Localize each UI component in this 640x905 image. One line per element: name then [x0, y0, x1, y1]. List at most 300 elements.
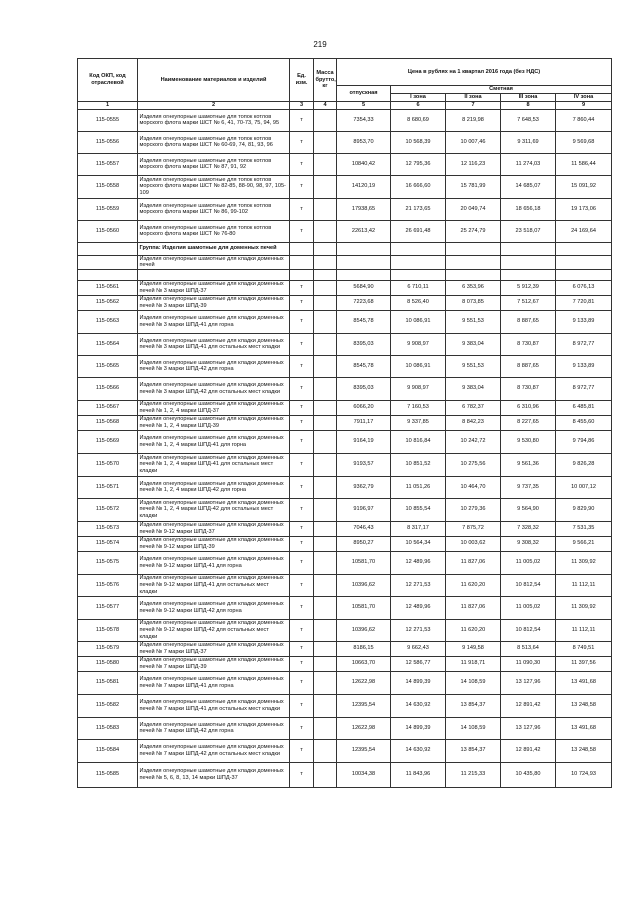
- row-code: 115-0583: [78, 717, 138, 739]
- header-smetnaya: Сметная: [391, 86, 612, 94]
- row-code: [78, 255, 138, 269]
- row-price-zone-1: 12 489,96: [391, 551, 446, 574]
- row-name: Изделия огнеупорные шамотные для кладки доменных печей № 9-12 марки ШПД-41 для горна: [138, 551, 290, 574]
- row-price-zone-3: 9 737,35: [501, 476, 556, 498]
- row-mass: [314, 175, 337, 198]
- page-number: 219: [313, 40, 327, 49]
- row-mass: [314, 641, 337, 656]
- row-name: Изделия огнеупорные шамотные для кладки доменных печей № 9-12 марки ШПД-42 для горна: [138, 596, 290, 619]
- row-price-zone-3: 11 005,02: [501, 551, 556, 574]
- row-price-zone-4: 8 972,77: [556, 377, 612, 400]
- row-name: Изделия огнеупорные шамотные для топок котлов морского флота марки ШСТ № 82-85, 88-90, 98, 97, 105-109: [138, 175, 290, 198]
- row-price-zone-2: 11 918,71: [446, 656, 501, 671]
- table-row: [78, 619, 612, 641]
- row-price-zone-1: 26 691,48: [391, 220, 446, 242]
- row-price-zone-1: [391, 255, 446, 269]
- table-row: [78, 498, 612, 521]
- row-code: 115-0575: [78, 551, 138, 574]
- row-code: 115-0555: [78, 109, 138, 131]
- column-number-row: [78, 102, 612, 110]
- row-code: 115-0577: [78, 596, 138, 619]
- row-mass: [314, 153, 337, 175]
- row-name: Изделия огнеупорные шамотные для кладки доменных печей: [138, 255, 290, 269]
- row-mass: [314, 220, 337, 242]
- row-price-zone-2: 12 116,23: [446, 153, 501, 175]
- row-unit: т: [290, 400, 314, 415]
- row-mass: [314, 242, 337, 255]
- row-name: Изделия огнеупорные шамотные для кладки доменных печей № 1, 2, 4 марки ШПД-41 для горна: [138, 430, 290, 453]
- row-price-zone-4: [556, 255, 612, 269]
- row-mass: [314, 717, 337, 739]
- row-price-zone-2: 13 854,37: [446, 739, 501, 762]
- row-unit: [290, 255, 314, 269]
- row-price-zone-1: 10 816,84: [391, 430, 446, 453]
- row-mass: [314, 255, 337, 269]
- row-unit: т: [290, 131, 314, 153]
- row-mass: [314, 310, 337, 333]
- row-code: 115-0558: [78, 175, 138, 198]
- row-code: 115-0581: [78, 671, 138, 694]
- row-price-zone-3: 13 127,96: [501, 717, 556, 739]
- row-price-otpusknaya: 8545,78: [337, 310, 391, 333]
- row-mass: [314, 762, 337, 787]
- row-mass: [314, 131, 337, 153]
- row-name: Изделия огнеупорные шамотные для кладки доменных печей № 3 марки ШПД-41 для горна: [138, 310, 290, 333]
- row-price-otpusknaya: 10034,38: [337, 762, 391, 787]
- row-price-zone-1: [391, 269, 446, 280]
- row-price-zone-2: 14 108,59: [446, 717, 501, 739]
- row-price-zone-2: 25 274,79: [446, 220, 501, 242]
- row-price-zone-2: 13 854,37: [446, 694, 501, 717]
- row-price-zone-3: 8 730,87: [501, 333, 556, 355]
- row-price-zone-4: 9 133,89: [556, 355, 612, 377]
- row-code: 115-0568: [78, 415, 138, 430]
- table-body: [78, 109, 612, 787]
- row-unit: т: [290, 574, 314, 596]
- row-unit: [290, 269, 314, 280]
- row-price-zone-4: 11 309,92: [556, 551, 612, 574]
- row-price-zone-2: 20 049,74: [446, 198, 501, 220]
- row-price-zone-2: 11 620,20: [446, 619, 501, 641]
- row-price-zone-1: 14 630,92: [391, 739, 446, 762]
- row-mass: [314, 619, 337, 641]
- row-price-zone-4: 13 491,68: [556, 671, 612, 694]
- row-unit: т: [290, 430, 314, 453]
- row-price-zone-2: 9 383,04: [446, 333, 501, 355]
- row-price-zone-4: 9 826,28: [556, 453, 612, 476]
- header-code: Код ОКП, код отраслевой: [78, 59, 138, 102]
- row-price-zone-3: [501, 269, 556, 280]
- row-unit: т: [290, 762, 314, 787]
- row-price-otpusknaya: 10396,62: [337, 574, 391, 596]
- row-price-zone-3: 10 435,80: [501, 762, 556, 787]
- table-row: [78, 377, 612, 400]
- row-price-otpusknaya: 12395,54: [337, 694, 391, 717]
- table-row: [78, 521, 612, 536]
- row-price-zone-4: 11 112,11: [556, 619, 612, 641]
- column-number: 8: [501, 102, 556, 110]
- row-price-otpusknaya: 10581,70: [337, 596, 391, 619]
- column-number: 6: [391, 102, 446, 110]
- row-code: 115-0578: [78, 619, 138, 641]
- row-price-zone-1: 16 666,60: [391, 175, 446, 198]
- row-price-zone-2: 6 353,96: [446, 280, 501, 295]
- row-price-zone-1: 11 843,96: [391, 762, 446, 787]
- row-name: Изделия огнеупорные шамотные для кладки доменных печей № 1, 2, 4 марки ШПД-39: [138, 415, 290, 430]
- row-price-zone-3: 7 648,53: [501, 109, 556, 131]
- row-price-zone-2: [446, 242, 501, 255]
- row-price-otpusknaya: 6066,20: [337, 400, 391, 415]
- row-mass: [314, 109, 337, 131]
- row-unit: т: [290, 717, 314, 739]
- table-row: [78, 415, 612, 430]
- row-mass: [314, 377, 337, 400]
- row-price-zone-4: 13 248,58: [556, 739, 612, 762]
- table-row: [78, 198, 612, 220]
- row-price-zone-3: 14 685,07: [501, 175, 556, 198]
- row-unit: т: [290, 498, 314, 521]
- row-price-zone-4: 9 133,89: [556, 310, 612, 333]
- row-price-otpusknaya: 10663,70: [337, 656, 391, 671]
- row-price-zone-1: 9 662,43: [391, 641, 446, 656]
- row-price-otpusknaya: 7046,43: [337, 521, 391, 536]
- table-row: [78, 430, 612, 453]
- row-name: Изделия огнеупорные шамотные для кладки доменных печей № 9-12 марки ШПД-42 для остальных мест кладки: [138, 619, 290, 641]
- row-code: 115-0580: [78, 656, 138, 671]
- row-code: 115-0566: [78, 377, 138, 400]
- row-price-zone-3: 9 308,32: [501, 536, 556, 551]
- row-price-zone-2: 8 219,98: [446, 109, 501, 131]
- row-unit: [290, 242, 314, 255]
- row-unit: т: [290, 641, 314, 656]
- row-price-otpusknaya: 10581,70: [337, 551, 391, 574]
- row-price-zone-2: 10 242,72: [446, 430, 501, 453]
- table-row: [78, 717, 612, 739]
- row-price-zone-4: 8 455,60: [556, 415, 612, 430]
- row-mass: [314, 280, 337, 295]
- table-row: [78, 400, 612, 415]
- row-price-zone-2: [446, 269, 501, 280]
- row-price-zone-3: [501, 255, 556, 269]
- row-unit: т: [290, 739, 314, 762]
- table-row: [78, 153, 612, 175]
- row-code: 115-0573: [78, 521, 138, 536]
- row-price-zone-1: 9 908,97: [391, 333, 446, 355]
- row-price-zone-1: 12 795,36: [391, 153, 446, 175]
- table-row: [78, 310, 612, 333]
- row-price-otpusknaya: [337, 255, 391, 269]
- row-price-otpusknaya: 12622,98: [337, 671, 391, 694]
- row-price-otpusknaya: 8395,03: [337, 377, 391, 400]
- row-price-zone-4: [556, 242, 612, 255]
- row-price-zone-1: 21 173,65: [391, 198, 446, 220]
- row-price-otpusknaya: 9362,79: [337, 476, 391, 498]
- row-price-zone-3: 10 812,54: [501, 574, 556, 596]
- row-name: Изделия огнеупорные шамотные для кладки доменных печей № 5, 6, 8, 13, 14 марки ШПД-37: [138, 762, 290, 787]
- row-unit: т: [290, 656, 314, 671]
- row-unit: т: [290, 153, 314, 175]
- row-price-zone-4: 13 491,68: [556, 717, 612, 739]
- row-price-zone-4: [556, 269, 612, 280]
- row-unit: т: [290, 551, 314, 574]
- row-code: 115-0570: [78, 453, 138, 476]
- row-price-zone-4: 9 794,86: [556, 430, 612, 453]
- row-price-zone-2: 6 782,37: [446, 400, 501, 415]
- header-price-title: Цена в рублях на 1 квартал 2016 года (без НДС): [337, 59, 612, 86]
- row-price-zone-4: 11 586,44: [556, 153, 612, 175]
- row-price-zone-2: 10 003,62: [446, 536, 501, 551]
- row-code: 115-0582: [78, 694, 138, 717]
- row-price-zone-2: 10 464,70: [446, 476, 501, 498]
- row-price-zone-4: 8 749,51: [556, 641, 612, 656]
- row-unit: т: [290, 415, 314, 430]
- row-unit: т: [290, 333, 314, 355]
- row-price-zone-2: 9 383,04: [446, 377, 501, 400]
- row-price-zone-3: 12 891,42: [501, 694, 556, 717]
- row-price-zone-3: 6 310,96: [501, 400, 556, 415]
- row-price-zone-3: 13 127,96: [501, 671, 556, 694]
- row-mass: [314, 430, 337, 453]
- row-unit: т: [290, 310, 314, 333]
- row-price-otpusknaya: 14120,19: [337, 175, 391, 198]
- row-name: Изделия огнеупорные шамотные для кладки доменных печей № 1, 2, 4 марки ШПД-41 для остальных мест кладки: [138, 453, 290, 476]
- column-number: 5: [337, 102, 391, 110]
- row-price-zone-4: 9 829,90: [556, 498, 612, 521]
- row-price-zone-4: 15 091,92: [556, 175, 612, 198]
- row-mass: [314, 521, 337, 536]
- row-price-zone-4: 11 112,11: [556, 574, 612, 596]
- row-name: Изделия огнеупорные шамотные для кладки доменных печей № 7 марки ШПД-37: [138, 641, 290, 656]
- table-row: [78, 694, 612, 717]
- row-price-zone-1: 8 526,40: [391, 295, 446, 310]
- row-price-otpusknaya: 7354,33: [337, 109, 391, 131]
- row-price-zone-2: 11 827,06: [446, 551, 501, 574]
- row-price-zone-2: 9 551,53: [446, 310, 501, 333]
- row-unit: т: [290, 280, 314, 295]
- row-price-zone-3: 5 912,39: [501, 280, 556, 295]
- row-code: 115-0563: [78, 310, 138, 333]
- row-price-zone-4: 9 569,68: [556, 131, 612, 153]
- row-price-zone-2: 9 551,53: [446, 355, 501, 377]
- row-name: Изделия огнеупорные шамотные для топок котлов морского флота марки ШСТ № 86, 99-102: [138, 198, 290, 220]
- row-price-zone-2: 8 842,23: [446, 415, 501, 430]
- row-code: 115-0572: [78, 498, 138, 521]
- column-number: 9: [556, 102, 612, 110]
- row-price-otpusknaya: [337, 242, 391, 255]
- row-price-zone-1: 14 630,92: [391, 694, 446, 717]
- table-row: [78, 656, 612, 671]
- row-name: Группа: Изделия шамотные для доменных печей: [138, 242, 290, 255]
- table-row: [78, 355, 612, 377]
- row-price-zone-2: 11 620,20: [446, 574, 501, 596]
- row-price-zone-1: 10 564,34: [391, 536, 446, 551]
- row-name: Изделия огнеупорные шамотные для топок котлов морского флота марки ШСТ № 6, 41, 70-73, 75, 94, 95: [138, 109, 290, 131]
- row-unit: т: [290, 521, 314, 536]
- row-price-otpusknaya: 8545,78: [337, 355, 391, 377]
- header-zone-4: IV зона: [556, 94, 612, 102]
- row-price-zone-1: 12 271,53: [391, 574, 446, 596]
- row-unit: т: [290, 175, 314, 198]
- row-unit: т: [290, 109, 314, 131]
- row-name: Изделия огнеупорные шамотные для кладки доменных печей № 7 марки ШПД-42 для остальных мест кладки: [138, 739, 290, 762]
- row-mass: [314, 739, 337, 762]
- table-row: [78, 536, 612, 551]
- row-price-zone-1: 7 160,53: [391, 400, 446, 415]
- header-zone-3: III зона: [501, 94, 556, 102]
- row-unit: т: [290, 671, 314, 694]
- row-name: Изделия огнеупорные шамотные для кладки доменных печей № 3 марки ШПД-41 для остальных мест кладки: [138, 333, 290, 355]
- row-price-zone-4: 7 860,44: [556, 109, 612, 131]
- row-price-zone-3: 8 730,87: [501, 377, 556, 400]
- row-name: Изделия огнеупорные шамотные для кладки доменных печей № 9-12 марки ШПД-39: [138, 536, 290, 551]
- row-price-zone-2: 11 215,33: [446, 762, 501, 787]
- table-row: [78, 109, 612, 131]
- row-name: Изделия огнеупорные шамотные для кладки доменных печей № 9-12 марки ШПД-37: [138, 521, 290, 536]
- row-price-zone-3: [501, 242, 556, 255]
- row-mass: [314, 551, 337, 574]
- column-number: 1: [78, 102, 138, 110]
- row-price-zone-3: 10 812,54: [501, 619, 556, 641]
- row-mass: [314, 269, 337, 280]
- row-price-zone-1: 11 051,26: [391, 476, 446, 498]
- row-mass: [314, 476, 337, 498]
- row-price-zone-3: 9 561,36: [501, 453, 556, 476]
- row-name: Изделия огнеупорные шамотные для кладки доменных печей № 7 марки ШПД-41 для горна: [138, 671, 290, 694]
- row-price-zone-1: 10 086,91: [391, 355, 446, 377]
- table-row: [78, 269, 612, 280]
- table-row: [78, 175, 612, 198]
- row-code: [78, 242, 138, 255]
- price-table: [77, 58, 612, 788]
- row-code: 115-0574: [78, 536, 138, 551]
- row-code: 115-0561: [78, 280, 138, 295]
- row-price-zone-1: 12 489,96: [391, 596, 446, 619]
- row-price-zone-3: 9 530,80: [501, 430, 556, 453]
- row-price-otpusknaya: 12622,98: [337, 717, 391, 739]
- row-code: 115-0559: [78, 198, 138, 220]
- row-unit: т: [290, 295, 314, 310]
- table-row: [78, 242, 612, 255]
- row-price-zone-1: 8 680,69: [391, 109, 446, 131]
- row-price-zone-3: 9 564,90: [501, 498, 556, 521]
- row-name: Изделия огнеупорные шамотные для кладки доменных печей № 3 марки ШПД-39: [138, 295, 290, 310]
- table-row: [78, 333, 612, 355]
- row-price-otpusknaya: 8950,27: [337, 536, 391, 551]
- row-mass: [314, 596, 337, 619]
- row-price-zone-3: 23 518,07: [501, 220, 556, 242]
- row-price-zone-4: 24 169,64: [556, 220, 612, 242]
- row-name: Изделия огнеупорные шамотные для кладки доменных печей № 3 марки ШПД-42 для остальных мест кладки: [138, 377, 290, 400]
- row-name: Изделия огнеупорные шамотные для кладки доменных печей № 9-12 марки ШПД-41 для остальных мест кладки: [138, 574, 290, 596]
- row-name: Изделия огнеупорные шамотные для кладки доменных печей № 3 марки ШПД-42 для горна: [138, 355, 290, 377]
- row-code: 115-0565: [78, 355, 138, 377]
- row-name: Изделия огнеупорные шамотные для кладки доменных печей № 3 марки ШПД-37: [138, 280, 290, 295]
- row-price-zone-2: 7 875,72: [446, 521, 501, 536]
- row-code: 115-0556: [78, 131, 138, 153]
- row-price-zone-4: 6 076,13: [556, 280, 612, 295]
- row-price-zone-1: [391, 242, 446, 255]
- table-row: [78, 255, 612, 269]
- row-mass: [314, 498, 337, 521]
- row-price-zone-1: 9 337,85: [391, 415, 446, 430]
- header-otpusknaya: отпускная: [337, 86, 391, 102]
- row-name: [138, 269, 290, 280]
- row-price-zone-2: [446, 255, 501, 269]
- row-mass: [314, 400, 337, 415]
- row-price-otpusknaya: 12395,54: [337, 739, 391, 762]
- row-name: Изделия огнеупорные шамотные для топок котлов морского флота марки ШСТ № 60-69, 74, 81, 93, 96: [138, 131, 290, 153]
- row-price-zone-3: 8 887,65: [501, 310, 556, 333]
- row-price-zone-1: 10 086,91: [391, 310, 446, 333]
- row-unit: т: [290, 596, 314, 619]
- row-unit: т: [290, 220, 314, 242]
- row-price-zone-3: 7 512,67: [501, 295, 556, 310]
- row-price-zone-4: 8 972,77: [556, 333, 612, 355]
- row-price-zone-3: 11 090,30: [501, 656, 556, 671]
- column-number: 4: [314, 102, 337, 110]
- row-price-zone-3: 12 891,42: [501, 739, 556, 762]
- row-price-zone-1: 14 899,39: [391, 717, 446, 739]
- row-mass: [314, 536, 337, 551]
- row-unit: т: [290, 377, 314, 400]
- row-name: Изделия огнеупорные шамотные для кладки доменных печей № 7 марки ШПД-39: [138, 656, 290, 671]
- row-price-zone-3: 8 887,65: [501, 355, 556, 377]
- table-row: [78, 131, 612, 153]
- row-price-otpusknaya: 7223,68: [337, 295, 391, 310]
- row-code: 115-0571: [78, 476, 138, 498]
- row-price-zone-1: 10 855,54: [391, 498, 446, 521]
- row-mass: [314, 656, 337, 671]
- row-price-zone-4: 19 173,06: [556, 198, 612, 220]
- row-name: Изделия огнеупорные шамотные для топок котлов морского флота марки ШСТ № 76-80: [138, 220, 290, 242]
- row-price-otpusknaya: 8953,70: [337, 131, 391, 153]
- row-price-zone-1: 12 271,53: [391, 619, 446, 641]
- row-price-otpusknaya: 22613,42: [337, 220, 391, 242]
- row-price-otpusknaya: 9196,97: [337, 498, 391, 521]
- table-row: [78, 551, 612, 574]
- row-price-zone-2: 9 149,58: [446, 641, 501, 656]
- row-price-otpusknaya: 17938,65: [337, 198, 391, 220]
- table-row: [78, 641, 612, 656]
- row-price-zone-1: 14 899,39: [391, 671, 446, 694]
- column-number: 7: [446, 102, 501, 110]
- row-price-zone-3: 9 311,69: [501, 131, 556, 153]
- row-price-zone-4: 10 007,12: [556, 476, 612, 498]
- row-price-zone-3: 7 328,32: [501, 521, 556, 536]
- row-price-zone-2: 14 108,59: [446, 671, 501, 694]
- row-price-otpusknaya: 9164,19: [337, 430, 391, 453]
- row-code: 115-0562: [78, 295, 138, 310]
- row-price-zone-1: 12 586,77: [391, 656, 446, 671]
- row-mass: [314, 574, 337, 596]
- row-code: 115-0576: [78, 574, 138, 596]
- row-unit: т: [290, 355, 314, 377]
- row-code: 115-0564: [78, 333, 138, 355]
- row-price-otpusknaya: 10840,42: [337, 153, 391, 175]
- table-row: [78, 739, 612, 762]
- row-price-otpusknaya: 7911,17: [337, 415, 391, 430]
- row-price-otpusknaya: 8186,15: [337, 641, 391, 656]
- row-price-zone-4: 11 397,56: [556, 656, 612, 671]
- row-code: 115-0560: [78, 220, 138, 242]
- row-price-zone-4: 7 531,35: [556, 521, 612, 536]
- row-name: Изделия огнеупорные шамотные для кладки доменных печей № 1, 2, 4 марки ШПД-37: [138, 400, 290, 415]
- row-name: Изделия огнеупорные шамотные для кладки доменных печей № 1, 2, 4 марки ШПД-42 для остальных мест кладки: [138, 498, 290, 521]
- table-row: [78, 220, 612, 242]
- table-row: [78, 453, 612, 476]
- row-name: Изделия огнеупорные шамотные для кладки доменных печей № 7 марки ШПД-42 для горна: [138, 717, 290, 739]
- row-price-otpusknaya: [337, 269, 391, 280]
